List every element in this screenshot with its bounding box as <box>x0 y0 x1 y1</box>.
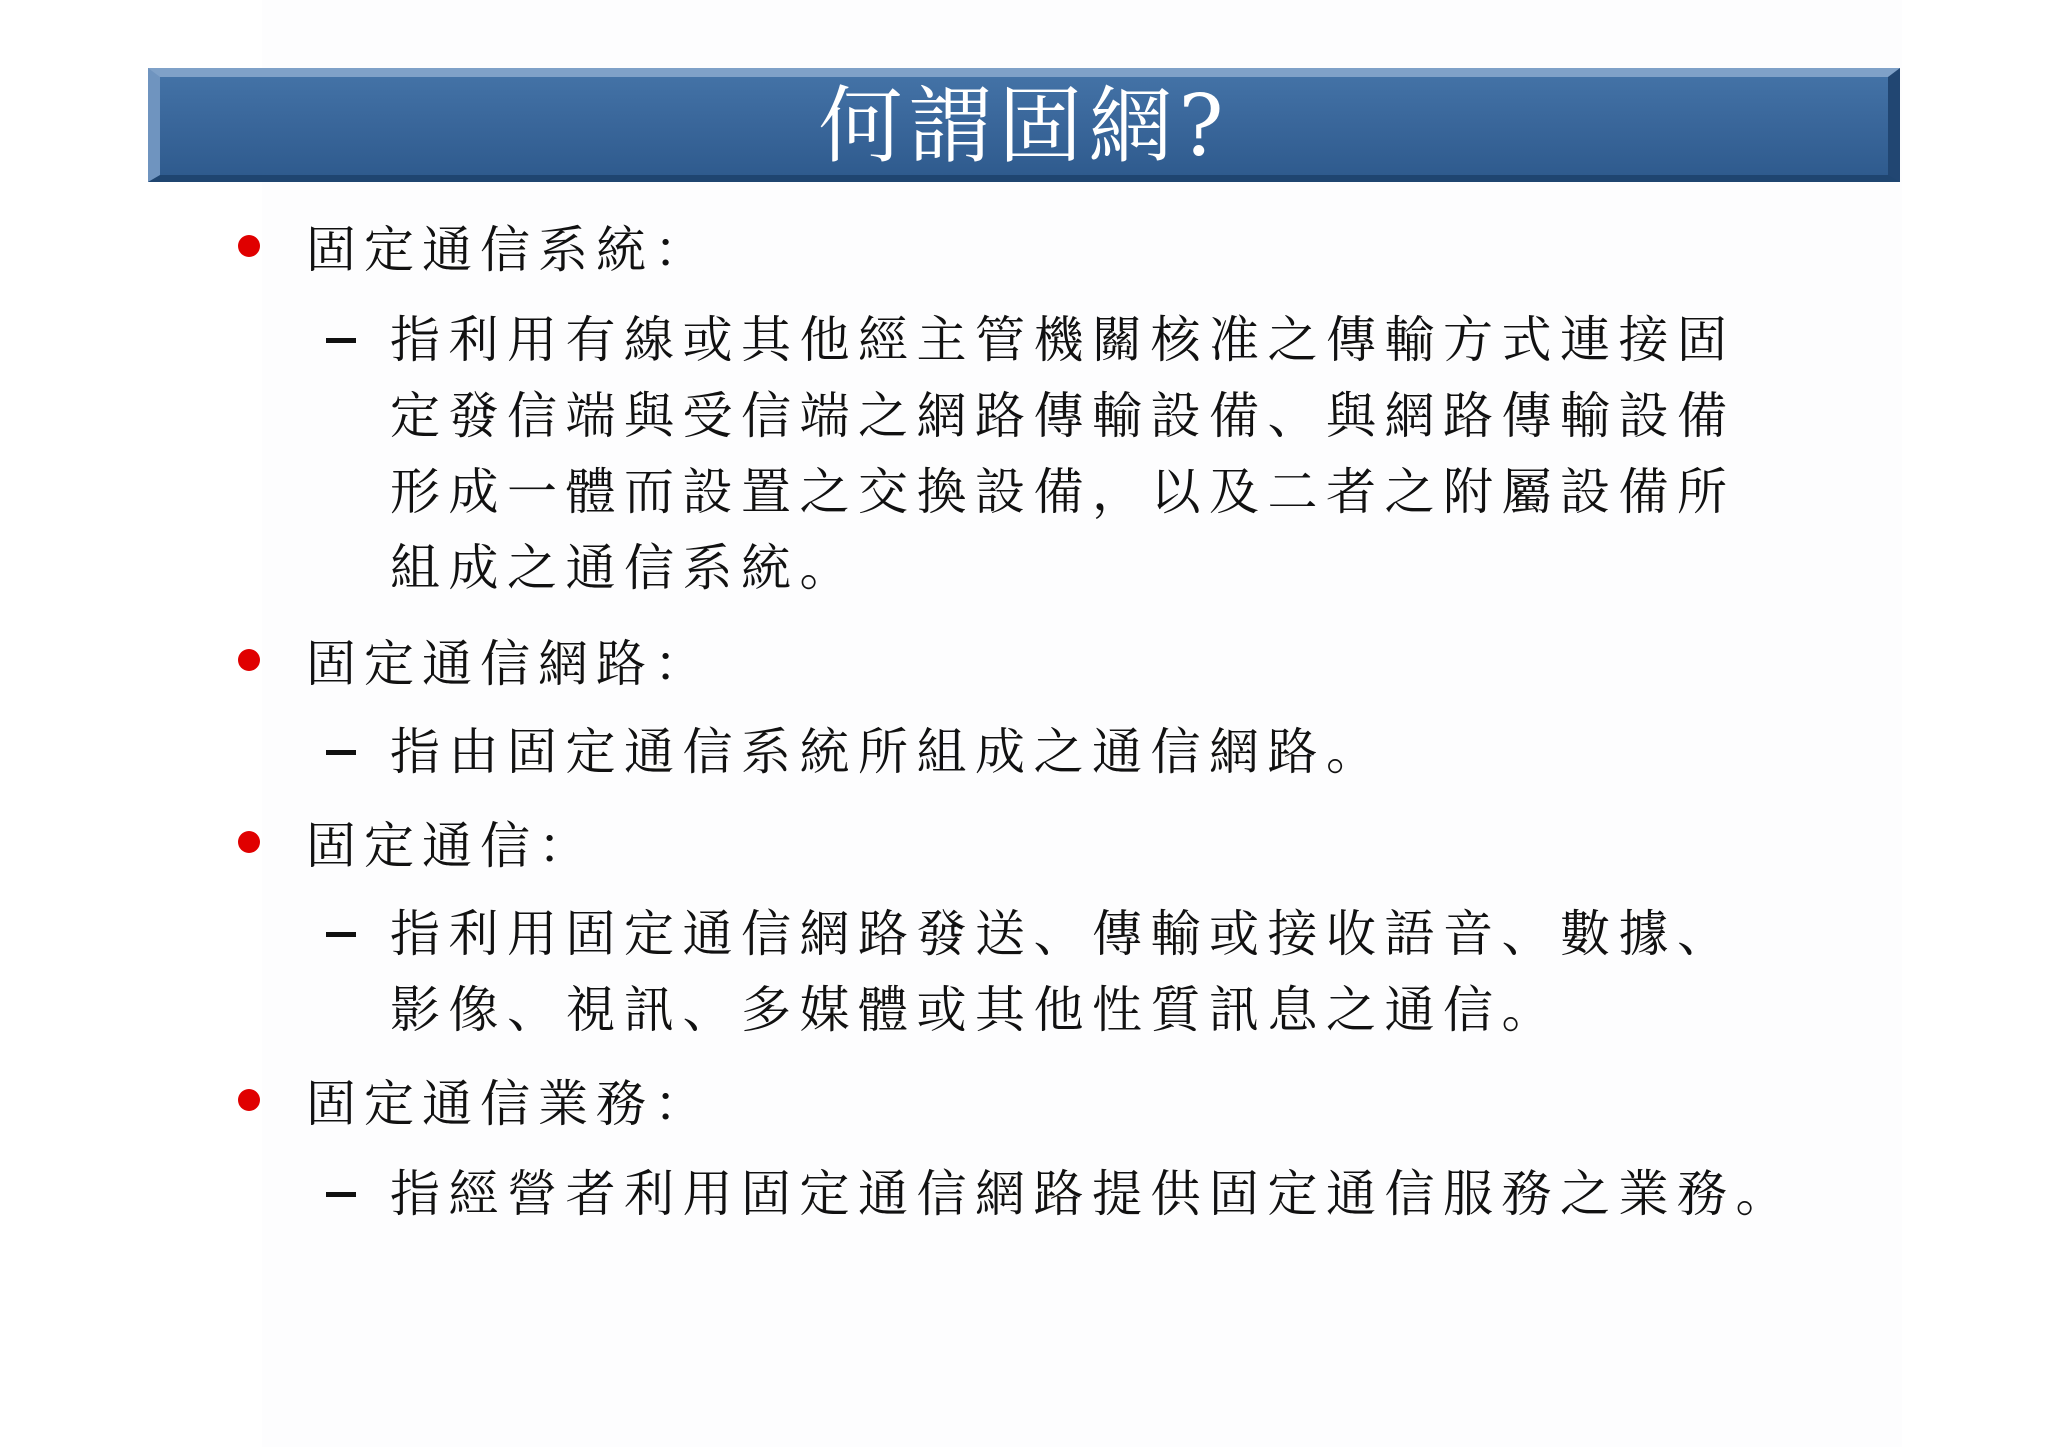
text-line: 影像、視訊、多媒體或其他性質訊息之通信。 <box>390 981 1560 1039</box>
red-bullet-icon <box>238 831 260 853</box>
dash-icon <box>318 302 368 378</box>
bullet-heading: 固定通信網路： <box>306 635 712 693</box>
text-line: 指利用固定通信網路發送、傳輸或接收語音、數據、 <box>390 905 1736 963</box>
title-banner <box>148 68 1900 182</box>
dash-icon <box>318 1156 368 1232</box>
text-line: 組成之通信系統。 <box>390 539 858 597</box>
sub-item-definition <box>318 896 1736 1048</box>
sub-item-definition <box>318 302 1736 606</box>
bullet-heading: 固定通信業務： <box>306 1075 712 1133</box>
dash-icon <box>318 896 368 972</box>
red-bullet-icon <box>238 649 260 671</box>
red-bullet-icon <box>238 1089 260 1111</box>
text-line: 形成一體而設置之交換設備，以及二者之附屬設備所 <box>390 463 1736 521</box>
red-bullet-icon <box>238 235 260 257</box>
bullet-heading: 固定通信系統： <box>306 221 712 279</box>
bullet-item-fixed-communication-network <box>238 625 712 695</box>
sub-item-text <box>390 1156 1794 1232</box>
bullet-heading: 固定通信： <box>306 817 596 875</box>
text-line: 定發信端與受信端之網路傳輸設備、與網路傳輸設備 <box>390 387 1736 445</box>
sub-item-text <box>390 302 1736 606</box>
sub-item-text <box>390 714 1385 790</box>
dash-icon <box>318 714 368 790</box>
bullet-item-fixed-communication-business <box>238 1065 712 1135</box>
text-line: 指經營者利用固定通信網路提供固定通信服務之業務。 <box>390 1165 1794 1223</box>
slide-title: 何謂固網? <box>818 77 1230 175</box>
sub-item-definition <box>318 1156 1794 1232</box>
bullet-item-fixed-communication-system <box>238 211 712 281</box>
sub-item-text <box>390 896 1736 1048</box>
text-line: 指利用有線或其他經主管機關核准之傳輸方式連接固 <box>390 311 1736 369</box>
sub-item-definition <box>318 714 1385 790</box>
bullet-item-fixed-communication <box>238 807 596 877</box>
text-line: 指由固定通信系統所組成之通信網路。 <box>390 723 1385 781</box>
